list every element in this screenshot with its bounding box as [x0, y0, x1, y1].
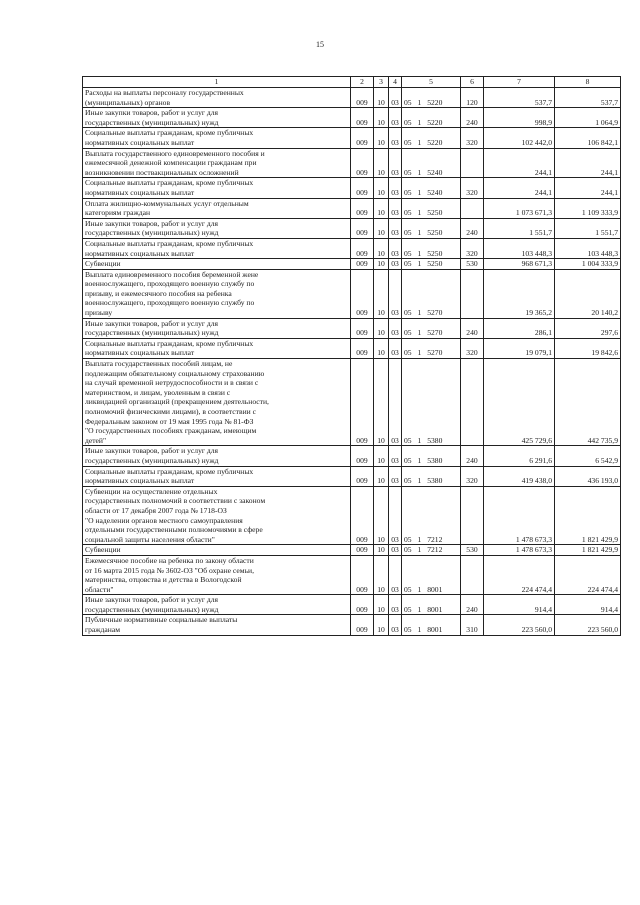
row-ministry-code: 009: [351, 466, 374, 486]
table-row: [83, 615, 621, 635]
row-section-code: 10: [374, 615, 389, 635]
row-name: Иные закупки товаров, работ и услуг для государственных (муниципальных) нужд: [83, 218, 351, 238]
row-ministry-code: 009: [351, 259, 374, 270]
table-row: [83, 545, 621, 556]
row-expense-type: [461, 555, 484, 594]
table-row: [83, 338, 621, 358]
row-name: Иные закупки товаров, работ и услуг для государственных (муниципальных) нужд: [83, 446, 351, 466]
table-row: [83, 318, 621, 338]
table-row: [83, 198, 621, 218]
row-name: Ежемесячное пособие на ребенка по закону области от 16 марта 2015 года № 3602-ОЗ "Об охране семьи, материнства, отцовства и детства в Вологодской области": [83, 555, 351, 594]
row-expense-type: [461, 359, 484, 446]
row-program-code: 05 1 5270: [402, 318, 461, 338]
row-subsection-code: 03: [389, 218, 402, 238]
row-section-code: 10: [374, 88, 389, 108]
row-section-code: 10: [374, 486, 389, 545]
row-expense-type: 320: [461, 238, 484, 258]
row-section-code: 10: [374, 595, 389, 615]
row-amount-year1: 244,1: [484, 148, 555, 178]
table-row: [83, 555, 621, 594]
header-col-7: 7: [484, 77, 555, 88]
row-expense-type: 320: [461, 128, 484, 148]
row-subsection-code: 03: [389, 198, 402, 218]
row-section-code: 10: [374, 466, 389, 486]
table-body: [83, 88, 621, 636]
row-program-code: 05 1 5250: [402, 218, 461, 238]
row-program-code: 05 1 5380: [402, 359, 461, 446]
row-amount-year1: 244,1: [484, 178, 555, 198]
row-section-code: 10: [374, 545, 389, 556]
header-col-6: 6: [461, 77, 484, 88]
row-amount-year2: 1 064,9: [555, 108, 621, 128]
row-expense-type: 240: [461, 108, 484, 128]
row-program-code: 05 1 5250: [402, 238, 461, 258]
row-subsection-code: 03: [389, 259, 402, 270]
row-name: Иные закупки товаров, работ и услуг для государственных (муниципальных) нужд: [83, 595, 351, 615]
row-name: Субвенции: [83, 259, 351, 270]
row-amount-year2: 1 004 333,9: [555, 259, 621, 270]
row-ministry-code: 009: [351, 359, 374, 446]
row-section-code: 10: [374, 269, 389, 318]
row-name: Субвенции: [83, 545, 351, 556]
page-number: 15: [316, 40, 324, 49]
row-amount-year2: 244,1: [555, 178, 621, 198]
table-row: [83, 269, 621, 318]
row-section-code: 10: [374, 446, 389, 466]
row-program-code: 05 1 5240: [402, 148, 461, 178]
row-subsection-code: 03: [389, 338, 402, 358]
row-ministry-code: 009: [351, 88, 374, 108]
row-amount-year1: 968 671,3: [484, 259, 555, 270]
row-program-code: 05 1 8001: [402, 555, 461, 594]
row-program-code: 05 1 5270: [402, 338, 461, 358]
row-section-code: 10: [374, 108, 389, 128]
row-expense-type: 320: [461, 338, 484, 358]
row-expense-type: 310: [461, 615, 484, 635]
header-col-3: 3: [374, 77, 389, 88]
row-amount-year2: 223 560,0: [555, 615, 621, 635]
row-subsection-code: 03: [389, 466, 402, 486]
row-name: Иные закупки товаров, работ и услуг для государственных (муниципальных) нужд: [83, 108, 351, 128]
row-subsection-code: 03: [389, 359, 402, 446]
row-amount-year1: 537,7: [484, 88, 555, 108]
table-row: [83, 128, 621, 148]
table-row: [83, 88, 621, 108]
row-amount-year2: 244,1: [555, 148, 621, 178]
row-expense-type: 120: [461, 88, 484, 108]
table-row: [83, 359, 621, 446]
row-section-code: 10: [374, 218, 389, 238]
row-amount-year1: 425 729,6: [484, 359, 555, 446]
table-row: [83, 238, 621, 258]
table-row: [83, 486, 621, 545]
row-program-code: 05 1 5220: [402, 128, 461, 148]
row-name: Социальные выплаты гражданам, кроме публичных нормативных социальных выплат: [83, 238, 351, 258]
row-amount-year1: 286,1: [484, 318, 555, 338]
row-amount-year1: 1 478 673,3: [484, 545, 555, 556]
row-amount-year1: 1 478 673,3: [484, 486, 555, 545]
row-section-code: 10: [374, 338, 389, 358]
row-name: Выплата государственного единовременного пособия и ежемесячной денежной компенсации гражданам при возникновении поствакцинальных осложнений: [83, 148, 351, 178]
table-row: [83, 446, 621, 466]
row-program-code: 05 1 7212: [402, 545, 461, 556]
header-col-5: 5: [402, 77, 461, 88]
row-name: Социальные выплаты гражданам, кроме публичных нормативных социальных выплат: [83, 338, 351, 358]
row-name: Субвенции на осуществление отдельных государственных полномочий в соответствии с законом области от 17 декабря 2007 года № 1718-ОЗ "О наделении органов местного самоуправления отдельными государственными полномочиями в сфере социальной защиты населения области": [83, 486, 351, 545]
row-subsection-code: 03: [389, 595, 402, 615]
table-row: [83, 595, 621, 615]
row-amount-year2: 914,4: [555, 595, 621, 615]
row-program-code: 05 1 8001: [402, 595, 461, 615]
row-amount-year2: 436 193,0: [555, 466, 621, 486]
header-col-2: 2: [351, 77, 374, 88]
row-expense-type: 320: [461, 466, 484, 486]
row-ministry-code: 009: [351, 148, 374, 178]
row-expense-type: 240: [461, 318, 484, 338]
row-amount-year1: 224 474,4: [484, 555, 555, 594]
row-subsection-code: 03: [389, 128, 402, 148]
table-header-row: [83, 77, 621, 88]
row-name: Выплата государственных пособий лицам, не подлежащим обязательному социальному страхованию на случай временной нетрудоспособности и в связи с материнством, и лицам, уволенным в связи с ликвидацией организаций (прекращением деятельности, полномочий физическими лицами), в соответствии с Федеральным законом от 19 мая 1995 года № 81-ФЗ "О государственных пособиях гражданам, имеющим детей": [83, 359, 351, 446]
row-section-code: 10: [374, 178, 389, 198]
row-name: Оплата жилищно-коммунальных услуг отдельным категориям граждан: [83, 198, 351, 218]
row-subsection-code: 03: [389, 148, 402, 178]
budget-table: [82, 76, 621, 636]
table-row: [83, 218, 621, 238]
row-name: Иные закупки товаров, работ и услуг для государственных (муниципальных) нужд: [83, 318, 351, 338]
row-amount-year2: 20 140,2: [555, 269, 621, 318]
row-expense-type: [461, 486, 484, 545]
row-amount-year1: 103 448,3: [484, 238, 555, 258]
row-program-code: 05 1 8001: [402, 615, 461, 635]
row-expense-type: 240: [461, 446, 484, 466]
row-amount-year1: 19 079,1: [484, 338, 555, 358]
row-amount-year1: 1 551,7: [484, 218, 555, 238]
row-expense-type: [461, 269, 484, 318]
row-name: Публичные нормативные социальные выплаты гражданам: [83, 615, 351, 635]
row-subsection-code: 03: [389, 615, 402, 635]
row-expense-type: 530: [461, 545, 484, 556]
row-amount-year2: 224 474,4: [555, 555, 621, 594]
row-ministry-code: 009: [351, 218, 374, 238]
table-row: [83, 466, 621, 486]
row-amount-year2: 1 109 333,9: [555, 198, 621, 218]
row-name: Выплата единовременного пособия беременной жене военнослужащего, проходящего военную службу по призыву, и ежемесячного пособия на ребенка военнослужащего, проходящего военную службу по призыву: [83, 269, 351, 318]
row-ministry-code: 009: [351, 238, 374, 258]
row-subsection-code: 03: [389, 486, 402, 545]
header-col-1: 1: [83, 77, 351, 88]
row-amount-year2: 6 542,9: [555, 446, 621, 466]
row-amount-year2: 103 448,3: [555, 238, 621, 258]
row-program-code: 05 1 5240: [402, 178, 461, 198]
row-ministry-code: 009: [351, 615, 374, 635]
row-name: Социальные выплаты гражданам, кроме публичных нормативных социальных выплат: [83, 178, 351, 198]
row-expense-type: 240: [461, 218, 484, 238]
row-amount-year2: 1 821 429,9: [555, 486, 621, 545]
table-row: [83, 108, 621, 128]
row-amount-year1: 6 291,6: [484, 446, 555, 466]
row-section-code: 10: [374, 318, 389, 338]
header-col-4: 4: [389, 77, 402, 88]
row-subsection-code: 03: [389, 108, 402, 128]
row-expense-type: [461, 148, 484, 178]
header-col-8: 8: [555, 77, 621, 88]
row-section-code: 10: [374, 198, 389, 218]
row-ministry-code: 009: [351, 545, 374, 556]
row-subsection-code: 03: [389, 545, 402, 556]
row-section-code: 10: [374, 555, 389, 594]
row-amount-year1: 998,9: [484, 108, 555, 128]
row-program-code: 05 1 5250: [402, 259, 461, 270]
row-ministry-code: 009: [351, 108, 374, 128]
row-program-code: 05 1 5380: [402, 446, 461, 466]
row-program-code: 05 1 5270: [402, 269, 461, 318]
row-section-code: 10: [374, 259, 389, 270]
row-name: Расходы на выплаты персоналу государственных (муниципальных) органов: [83, 88, 351, 108]
row-ministry-code: 009: [351, 595, 374, 615]
row-section-code: 10: [374, 238, 389, 258]
row-section-code: 10: [374, 359, 389, 446]
row-ministry-code: 009: [351, 486, 374, 545]
row-amount-year1: 102 442,0: [484, 128, 555, 148]
row-expense-type: 320: [461, 178, 484, 198]
row-ministry-code: 009: [351, 318, 374, 338]
row-ministry-code: 009: [351, 338, 374, 358]
table-row: [83, 178, 621, 198]
row-program-code: 05 1 5380: [402, 466, 461, 486]
row-ministry-code: 009: [351, 198, 374, 218]
row-amount-year1: 419 438,0: [484, 466, 555, 486]
table-row: [83, 148, 621, 178]
row-expense-type: 530: [461, 259, 484, 270]
row-subsection-code: 03: [389, 446, 402, 466]
row-subsection-code: 03: [389, 318, 402, 338]
row-amount-year1: 19 365,2: [484, 269, 555, 318]
table-row: [83, 259, 621, 270]
row-subsection-code: 03: [389, 238, 402, 258]
row-program-code: 05 1 5220: [402, 88, 461, 108]
row-program-code: 05 1 5220: [402, 108, 461, 128]
row-subsection-code: 03: [389, 88, 402, 108]
row-ministry-code: 009: [351, 178, 374, 198]
row-amount-year2: 537,7: [555, 88, 621, 108]
row-subsection-code: 03: [389, 178, 402, 198]
row-ministry-code: 009: [351, 555, 374, 594]
row-amount-year2: 106 842,1: [555, 128, 621, 148]
row-section-code: 10: [374, 148, 389, 178]
row-section-code: 10: [374, 128, 389, 148]
row-amount-year1: 914,4: [484, 595, 555, 615]
row-program-code: 05 1 7212: [402, 486, 461, 545]
row-amount-year2: 297,6: [555, 318, 621, 338]
row-amount-year2: 1 551,7: [555, 218, 621, 238]
row-subsection-code: 03: [389, 555, 402, 594]
row-amount-year1: 1 073 671,3: [484, 198, 555, 218]
row-ministry-code: 009: [351, 269, 374, 318]
row-amount-year2: 19 842,6: [555, 338, 621, 358]
row-name: Социальные выплаты гражданам, кроме публичных нормативных социальных выплат: [83, 128, 351, 148]
row-subsection-code: 03: [389, 269, 402, 318]
row-expense-type: [461, 198, 484, 218]
row-ministry-code: 009: [351, 446, 374, 466]
row-amount-year1: 223 560,0: [484, 615, 555, 635]
row-name: Социальные выплаты гражданам, кроме публичных нормативных социальных выплат: [83, 466, 351, 486]
row-program-code: 05 1 5250: [402, 198, 461, 218]
row-expense-type: 240: [461, 595, 484, 615]
row-ministry-code: 009: [351, 128, 374, 148]
row-amount-year2: 442 735,9: [555, 359, 621, 446]
row-amount-year2: 1 821 429,9: [555, 545, 621, 556]
